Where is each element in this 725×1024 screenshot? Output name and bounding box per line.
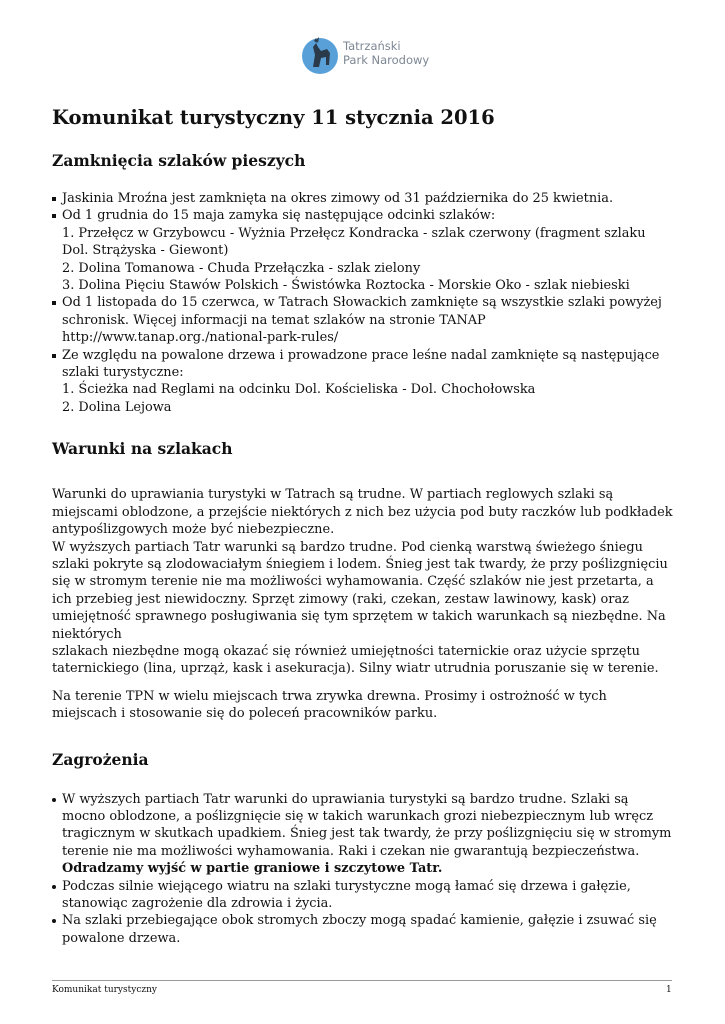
- list-item-text: Podczas silnie wiejącego wiatru na szlaki turystyczne mogą łamać się drzewa i gałęzie, stanowiąc zagrożenie dla zdrowia i życia.: [62, 878, 631, 911]
- logo-line-2: Park Narodowy: [343, 53, 430, 67]
- footer-title: Komunikat turystyczny: [52, 985, 157, 995]
- page-title: Komunikat turystyczny 11 stycznia 2016: [52, 106, 495, 129]
- conditions-text-1: Warunki do uprawiania turystyki w Tatrach są trudne. W partiach reglowych szlaki są miejscami oblodzone, a przejście niektórych z nich bez użycia pod buty raczków lub podkładek antypoślizgowych może być niebezpieczne.: [52, 487, 673, 538]
- list-item: [52, 207, 674, 294]
- list-item: [52, 912, 674, 947]
- section-heading-hazards: Zagrożenia: [52, 749, 149, 769]
- logo-line-1: Tatrzański: [343, 39, 401, 53]
- list-item-text: Od 1 grudnia do 15 maja zamyka się następujące odcinki szlaków:: [62, 208, 496, 224]
- warning-text: Odradzamy wyjść w partie graniowe i szczytowe Tatr.: [62, 861, 443, 877]
- list-item: [52, 878, 674, 913]
- section-heading-conditions: Warunki na szlakach: [52, 439, 233, 459]
- list-item: [52, 190, 674, 207]
- list-item-text: Jaskinia Mroźna jest zamknięta na okres zimowy od 31 października do 25 kwietnia.: [62, 191, 614, 206]
- hazards-list: [52, 791, 674, 948]
- conditions-text-2: W wyższych partiach Tatr warunki są bardzo trudne. Pod cienką warstwą świeżego śniegu szlaki pokryte są zlodowaciałym śniegiem i lodem. Śnieg jest tak twardy, że przy poślizgnięciu się w stromym terenie nie ma możliwości wyhamowania. Część szlaków nie jest przetarta, a ich przebieg jest niewidoczny. Sprzęt zimowy (raki, czekan, zestaw lawinowy, kask) oraz umiejętność sprawnego posługiwania się tym sprzętem w takich warunkach są niezbędne. Na niektórych: [52, 539, 668, 642]
- list-item: [52, 347, 674, 417]
- list-item-text: Od 1 listopada do 15 czerwca, w Tatrach Słowackich zamknięte są wszystkie szlaki powyżej schronisk. Więcej informacji na temat szlaków na stronie TANAP http://www.tanap.org./national-park-rules/: [62, 295, 662, 346]
- logging-paragraph: Na terenie TPN w wielu miejscach trwa zrywka drewna. Prosimy i ostrożność w tych miejscach i stosowanie się do poleceń pracowników parku.: [52, 688, 607, 722]
- list-item: [52, 791, 674, 878]
- page-number: 1: [666, 985, 672, 995]
- list-item-text: Na szlaki przebiegające obok stromych zboczy mogą spadać kamienie, gałęzie i zsuwać się powalone drzewa.: [62, 913, 657, 946]
- park-logo: [301, 35, 441, 81]
- footer-divider: [52, 980, 672, 981]
- list-item-text: Ze względu na powalone drzewa i prowadzone prace leśne nadal zamknięte są następujące szlaki turystyczne:: [62, 347, 660, 381]
- list-item: [52, 294, 674, 346]
- sub-item: 1. Ścieżka nad Reglami na odcinku Dol. Kościeliska - Dol. Chochołowska: [62, 382, 536, 398]
- document-body: [52, 104, 674, 947]
- conditions-paragraph: [52, 486, 674, 677]
- sub-item: 1. Przełęcz w Grzybowcu - Wyżnia Przełęcz Kondracka - szlak czerwony (fragment szlaku Dol. Strążyska - Giewont): [62, 225, 646, 259]
- list-item-text: W wyższych partiach Tatr warunki do uprawiania turystyki są bardzo trudne. Szlaki są mocno oblodzone, a poślizgnięcie się w takich warunkach grozi niebezpiecznym lub wręcz tragicznym w skutkach upadkiem. Śnieg jest tak twardy, że przy poślizgnięciu się w stromym terenie nie ma możliwości wyhamowania. Raki i czekan nie gwarantują bezpieczeństwa.: [62, 791, 672, 859]
- sub-item: 3. Dolina Pięciu Stawów Polskich - Świstówka Roztocka - Morskie Oko - szlak niebieski: [62, 278, 630, 294]
- sub-item: 2. Dolina Lejowa: [62, 399, 172, 415]
- section-heading-closures: Zamknięcia szlaków pieszych: [52, 151, 306, 170]
- chamois-logo-icon: [301, 35, 339, 75]
- closures-list: [52, 190, 674, 416]
- sub-item: 2. Dolina Tomanowa - Chuda Przełączka - szlak zielony: [62, 260, 421, 276]
- conditions-text-3: szlakach niezbędne mogą okazać się również umiejętności taternickie oraz użycie sprzętu taternickiego (lina, uprząż, kask i asekuracja). Silny wiatr utrudnia poruszanie się w terenie.: [52, 643, 659, 677]
